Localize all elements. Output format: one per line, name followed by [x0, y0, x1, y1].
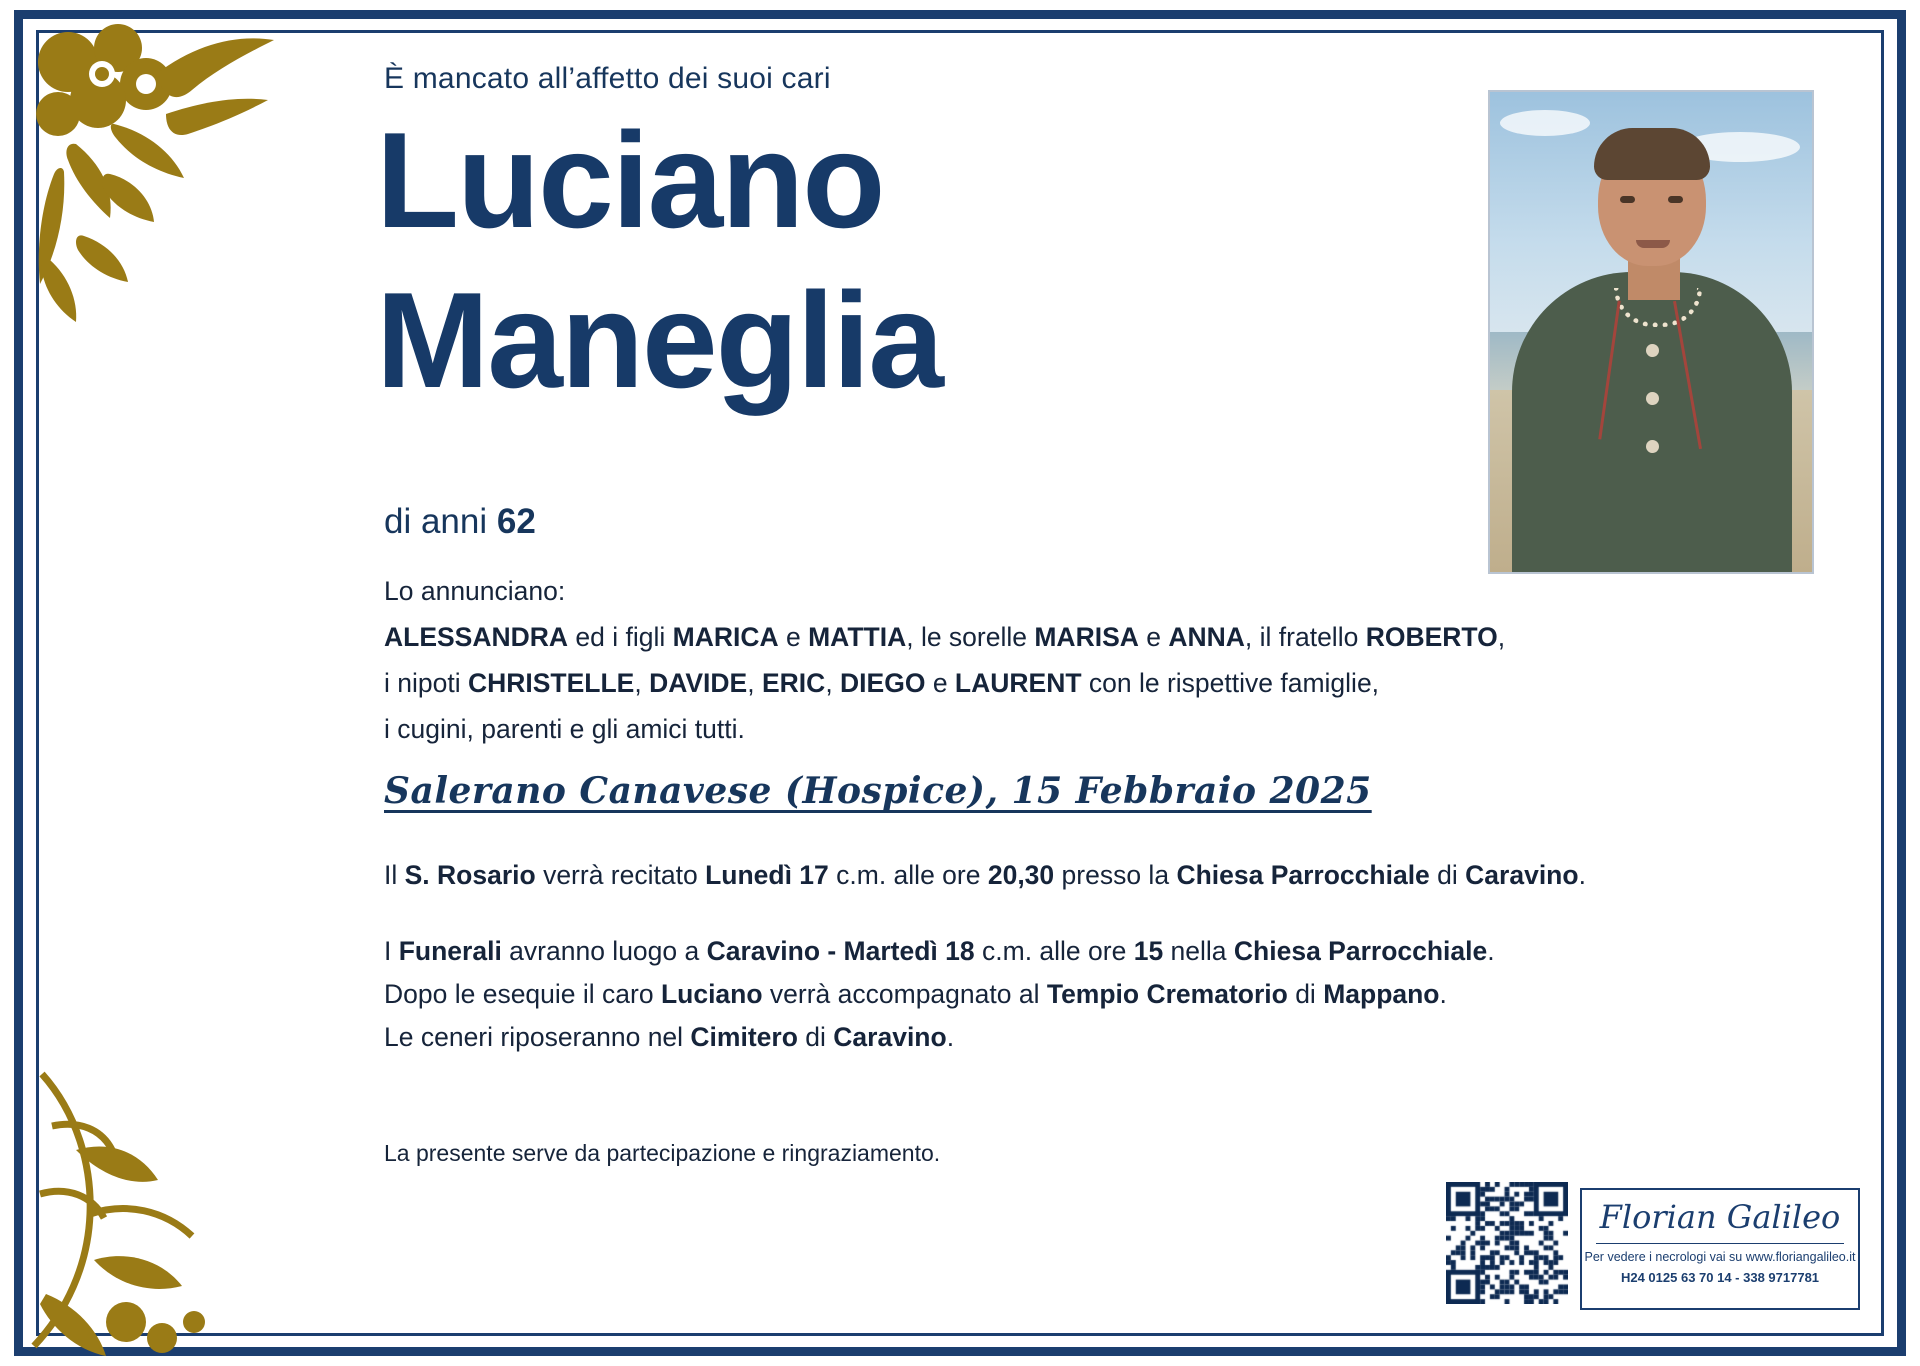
age-line — [384, 502, 536, 542]
announcement-line-3: i cugini, parenti e gli amici tutti. — [384, 713, 745, 744]
place-and-date: Salerano Canavese (Hospice), 15 Febbraio 2025 — [384, 770, 1372, 812]
intro-text: È mancato all’affetto dei suoi cari — [384, 62, 831, 95]
logo-brand-name: Florian Galileo — [1599, 1198, 1841, 1236]
logo-tagline: Per vedere i necrologi vai su www.floriangalileo.it — [1584, 1250, 1856, 1265]
age-label: di anni — [384, 502, 488, 541]
funeral-line-1: I Funerali avranno luogo a Caravino - Martedì 18 c.m. alle ore 15 nella Chiesa Parrocchiale. — [384, 936, 1495, 966]
closing-note: La presente serve da partecipazione e ringraziamento. — [384, 1140, 941, 1166]
first-name: Luciano — [376, 104, 884, 256]
announcement-block — [384, 570, 1564, 754]
card-content — [36, 30, 1884, 1336]
announcement-line-1: ALESSANDRA ed i figli MARICA e MATTIA, le sorelle MARISA e ANNA, il fratello ROBERTO, — [384, 621, 1506, 652]
announcement-lead: Lo annunciano: — [384, 576, 566, 606]
age-value: 62 — [496, 502, 536, 541]
funeral-info — [384, 930, 1634, 1060]
funeral-line-3: Le ceneri riposeranno nel Cimitero di Caravino. — [384, 1022, 955, 1053]
logo-divider — [1596, 1243, 1844, 1244]
deceased-name — [376, 100, 1206, 421]
rosary-info: Il S. Rosario verrà recitato Lunedì 17 c.m. alle ore 20,30 presso la Chiesa Parrocchiale di Caravino. — [384, 860, 1586, 890]
funeral-home-logo — [1580, 1188, 1860, 1310]
funeral-line-2: Dopo le esequie il caro Luciano verrà accompagnato al Tempio Crematorio di Mappano. — [384, 979, 1447, 1010]
logo-contacts: H24 0125 63 70 14 - 338 9717781 — [1620, 1270, 1820, 1286]
announcement-line-2: i nipoti CHRISTELLE, DAVIDE, ERIC, DIEGO e LAURENT con le rispettive famiglie, — [384, 667, 1380, 698]
qr-code[interactable] — [1446, 1182, 1568, 1304]
portrait-photo — [1488, 90, 1814, 574]
last-name: Maneglia — [376, 264, 942, 417]
